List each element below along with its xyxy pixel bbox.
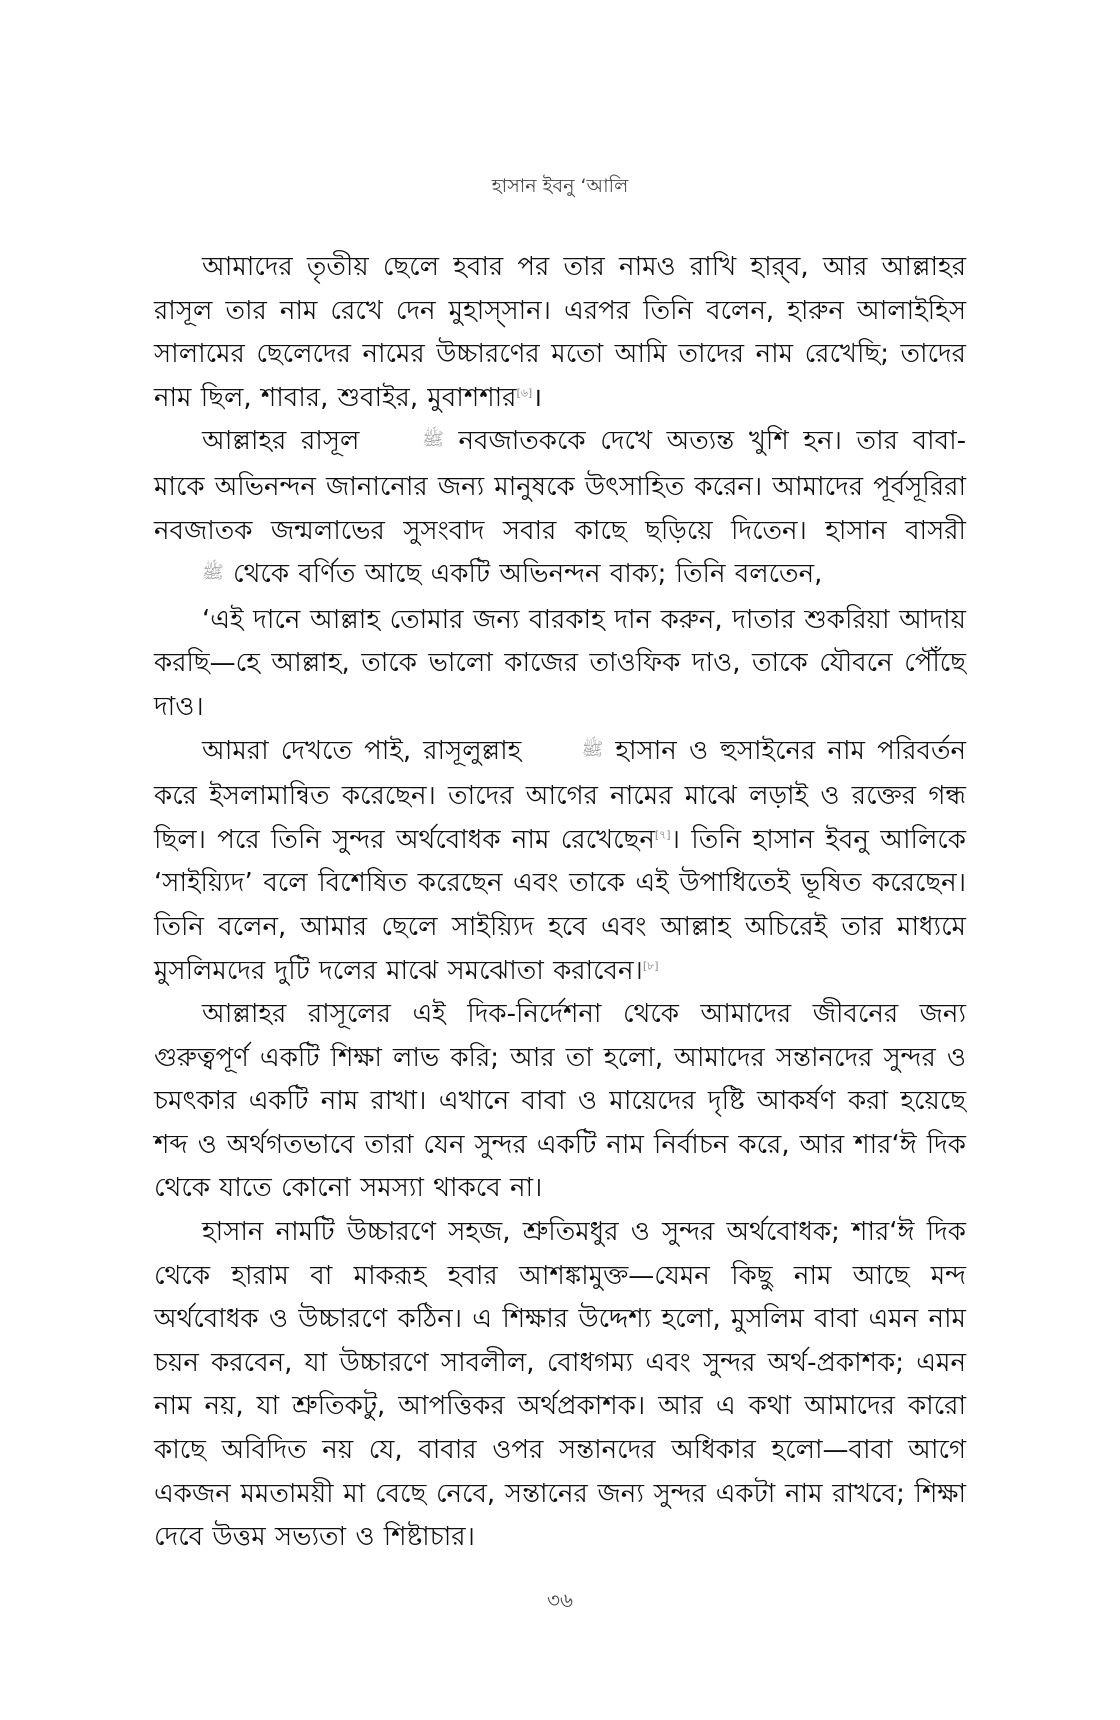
paragraph-5: [154, 993, 966, 1211]
paragraph-text: আমাদের তৃতীয় ছেলে হবার পর তার নামও রাখি হার্‌ব, আর আল্লাহর রাসূল তার নাম রেখে দেন মুহাস্‌সান। এরপর তিনি বলেন, হারুন আলাইহিস সালামের ছেলেদের নামের উচ্চারণের মতো আমি তাদের নাম রেখেছি; তাদের নাম ছিল, শাবার, শুবাইর, মুবাশশার: [154, 252, 966, 413]
paragraph-4: [154, 730, 966, 994]
paragraph-text: । তিনি হাসান ইবনু আলিকে ‘সাইয়্যিদ’ বলে বিশেষিত করেছেন এবং তাকে এই উপাধিতেই ভূষিত করেছেন। তিনি বলেন, আমার ছেলে সাইয়্যিদ হবে এবং আল্লাহ অচিরেই তার মাধ্যমে মুসলিমদের দুটি দলের মাঝে সমঝোতা করাবেন।: [154, 824, 966, 986]
paragraph-2: [154, 420, 966, 598]
page-number: ৩৬: [546, 1588, 573, 1612]
paragraph-3: [154, 599, 966, 730]
paragraph-text: হাসান ও হুসাইনের নাম পরিবর্তন করে ইসলামান্বিত করেছেন। তাদের আগের নামের মাঝে লড়াই ও রক্তের গন্ধ ছিল। পরে তিনি সুন্দর অর্থবোধক নাম রেখেছেন: [154, 735, 967, 855]
body-text: [154, 246, 966, 1560]
honorific-glyph-icon: ﷺ: [202, 562, 224, 584]
paragraph-1: [154, 246, 966, 420]
paragraph-text: হাসান নামটি উচ্চারণে সহজ, শ্রুতিমধুর ও সুন্দর অর্থবোধক; শার‘ঈ দিক থেকে হারাম বা মাকরূহ হবার আশঙ্কামুক্ত—যেমন কিছু নাম আছে মন্দ অর্থবোধক ও উচ্চারণে কঠিন। এ শিক্ষার উদ্দেশ্য হলো, মুসলিম বাবা এমন নাম চয়ন করবেন, যা উচ্চারণে সাবলীল, বোধগম্য এবং সুন্দর অর্থ-প্রকাশক; এমন নাম নয়, যা শ্রুতিকটু, আপত্তিকর অর্থপ্রকাশক। আর এ কথা আমাদের কারো কাছে অবিদিত নয় যে, বাবার ওপর সন্তানদের অধিকার হলো—বাবা আগে একজন মমতাময়ী মা বেছে নেবে, সন্তানের জন্য সুন্দর একটা নাম রাখবে; শিক্ষা দেবে উত্তম সভ্যতা ও শিষ্টাচার।: [154, 1217, 966, 1553]
footnote-marker-6[interactable]: [৬]: [516, 386, 533, 400]
honorific-glyph-icon: ﷺ: [422, 429, 444, 451]
paragraph-text: আমরা দেখতে পাই, রাসূলুল্লাহ: [202, 735, 534, 766]
footnote-marker-8[interactable]: [৮]: [642, 958, 659, 972]
paragraph-6: [154, 1211, 966, 1560]
honorific-glyph-icon: ﷺ: [581, 738, 604, 760]
footnote-marker-7[interactable]: [৭]: [654, 828, 671, 842]
paragraph-text: থেকে বর্ণিত আছে একটি অভিনন্দন বাক্য; তিনি বলতেন,: [223, 559, 823, 590]
paragraph-text: ‘এই দানে আল্লাহ তোমার জন্য বারকাহ দান করুন, দাতার শুকরিয়া আদায় করছি—হে আল্লাহ, তাকে ভালো কাজের তাওফিক দাও, তাকে যৌবনে পৌঁছে দাও।: [154, 604, 966, 722]
paragraph-text: আল্লাহর রাসূলের এই দিক-নির্দেশনা থেকে আমাদের জীবনের জন্য গুরুত্বপূর্ণ একটি শিক্ষা লাভ করি; আর তা হলো, আমাদের সন্তানদের সুন্দর ও চমৎকার একটি নাম রাখা। এখানে বাবা ও মায়েদের দৃষ্টি আকর্ষণ করা হয়েছে শব্দ ও অর্থগতভাবে তারা যেন সুন্দর একটি নাম নির্বাচন করে, আর শার‘ঈ দিক থেকে যাতে কোনো সমস্যা থাকবে না।: [154, 999, 966, 1204]
paragraph-text: নবজাতককে দেখে অত্যন্ত খুশি হন। তার বাবা-মাকে অভিনন্দন জানানোর জন্য মানুষকে উৎসাহিত করেন। আমাদের পূর্বসূরিরা নবজাতক জন্মলাভের সুসংবাদ সবার কাছে ছড়িয়ে দিতেন। হাসান বাসরী: [154, 426, 966, 546]
paragraph-text: ।: [532, 382, 543, 413]
paragraph-text: আল্লাহর রাসূল: [202, 426, 375, 457]
running-header: হাসান ইবনু ‘আলি: [491, 175, 629, 197]
